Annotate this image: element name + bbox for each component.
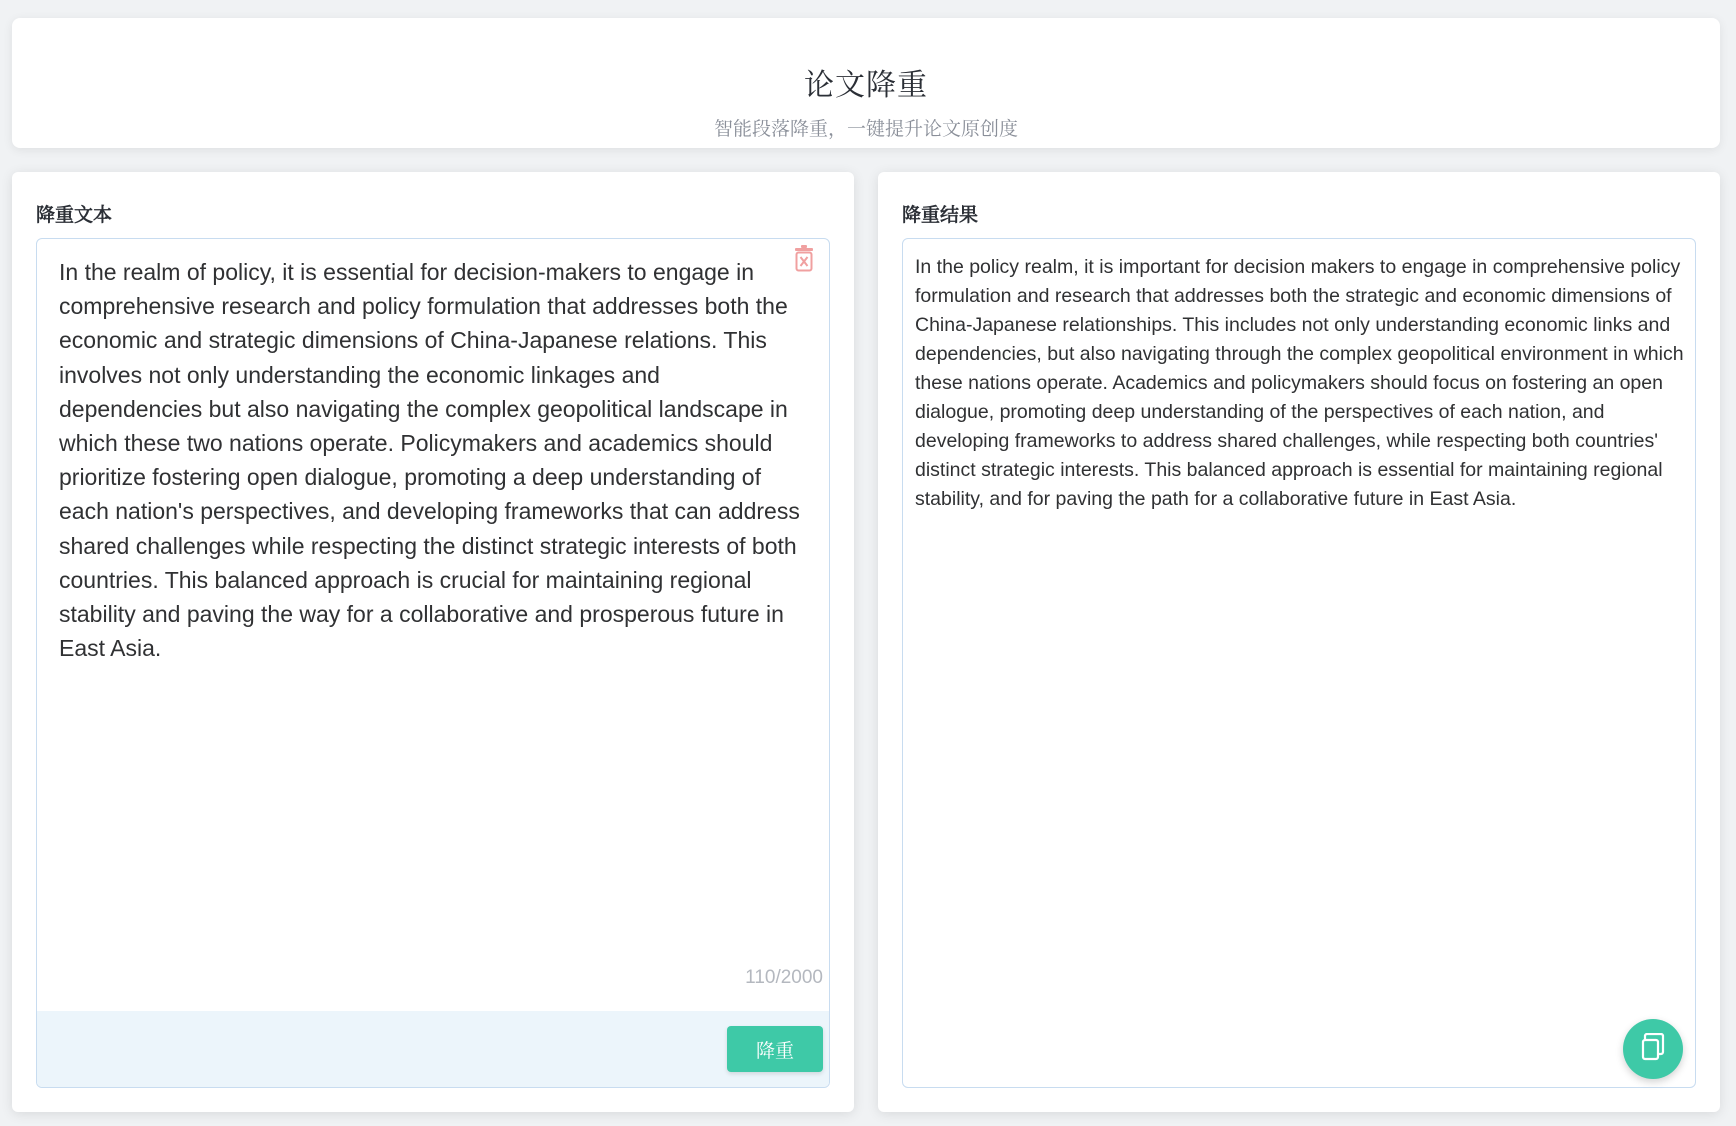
input-textarea[interactable]: In the realm of policy, it is essential for decision-makers to engage in comprehensive research and policy formulation that addresses both the economic and strategic dimensions of China-Japanese relations. This involves not only understanding the economic linkages and dependencies but also navigating the complex geopolitical landscape in which these two nations operate. Policymakers and academics should prioritize fostering open dialogue, promoting a deep understanding of each nation's perspectives, and developing frameworks that can address shared challenges while respecting the distinct strategic interests of both countries. This balanced approach is crucial for maintaining regional stability and paving the way for a collaborative and prosperous future in East Asia. (59, 259, 807, 662)
action-bar (37, 1011, 829, 1087)
input-panel-title: 降重文本 (36, 205, 113, 226)
page-title: 论文降重 (804, 69, 928, 102)
reduce-button[interactable]: 降重 (727, 1026, 823, 1072)
result-text: In the policy realm, it is important for decision makers to engage in comprehensive policy formulation and research that addresses both the strategic and economic dimensions of China-Japanese relationships. This includes not only understanding economic links and dependencies, but also navigating through the complex geopolitical environment in which these nations operate. Academics and policymakers should focus on fostering an open dialogue, promoting deep understanding of the perspectives of each nation, and developing frameworks to address shared challenges, while respecting both countries' distinct strategic interests. This balanced approach is essential for maintaining regional stability, and for paving the path for a collaborative future in East Asia. (915, 256, 1684, 510)
page-subtitle: 智能段落降重，一键提升论文原创度 (713, 119, 1018, 140)
result-panel-title: 降重结果 (902, 205, 979, 226)
copy-icon (1640, 1033, 1666, 1066)
result-box (902, 238, 1696, 1088)
char-counter: 110/2000 (745, 967, 823, 988)
header-card (12, 18, 1720, 148)
input-box (36, 238, 830, 1088)
copy-button[interactable] (1623, 1019, 1683, 1079)
input-panel (12, 172, 854, 1112)
trash-icon[interactable] (793, 245, 815, 273)
result-panel (878, 172, 1720, 1112)
